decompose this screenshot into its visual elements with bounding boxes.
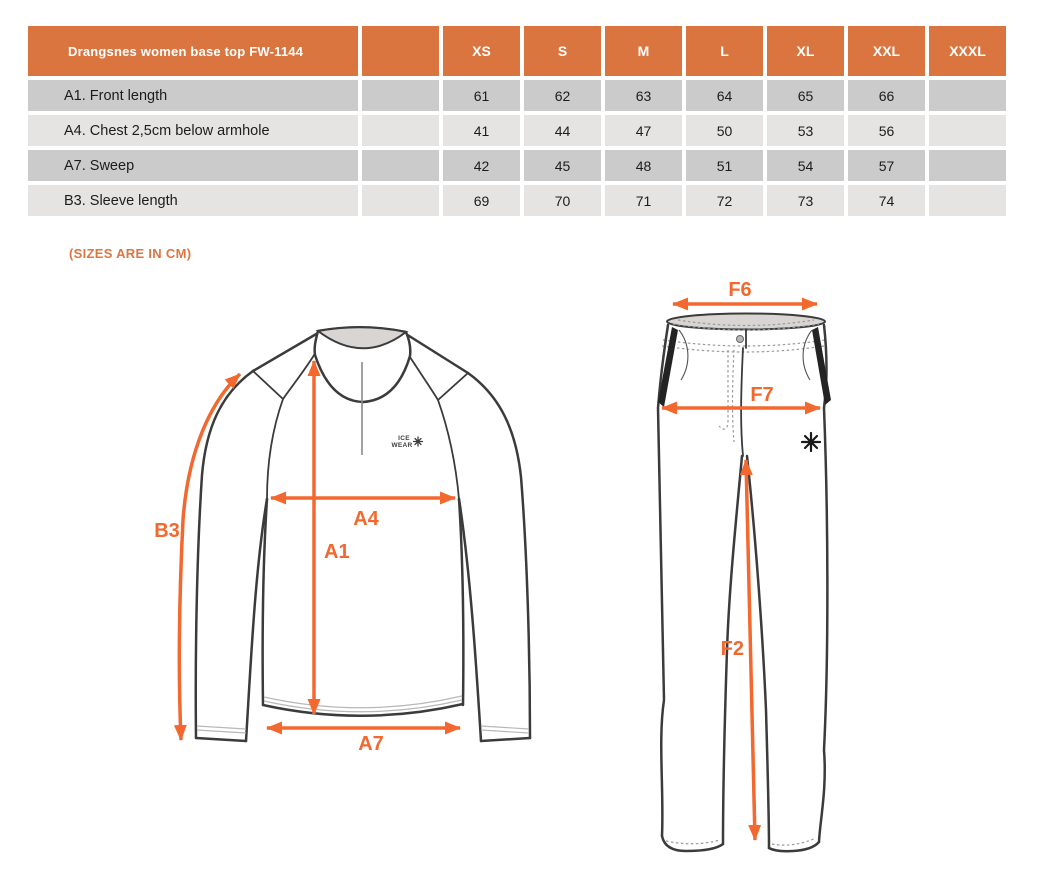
size-table [24, 22, 1010, 220]
a1-label: A1 [324, 541, 350, 563]
measurement-label: B3. Sleeve length [28, 185, 358, 216]
a4-label: A4 [353, 508, 379, 530]
logo-text-line1: ICE [398, 435, 410, 442]
size-value-cell: 42 [443, 150, 520, 181]
f2-label: F2 [720, 638, 744, 660]
size-value-cell: 72 [686, 185, 763, 216]
size-value-cell: 71 [605, 185, 682, 216]
size-value-cell: 51 [686, 150, 763, 181]
pants-silhouette [658, 325, 827, 851]
size-value-cell: 57 [848, 150, 925, 181]
size-value-cell: 70 [524, 185, 601, 216]
logo-snowflake-icon [414, 437, 423, 446]
size-table-body [28, 80, 1006, 216]
size-value-cell: 66 [848, 80, 925, 111]
waist-button [737, 336, 744, 343]
size-value-cell: 63 [605, 80, 682, 111]
size-value-cell: 48 [605, 150, 682, 181]
right-sleeve [459, 373, 530, 741]
spacer-cell [362, 150, 439, 181]
size-value-cell: 50 [686, 115, 763, 146]
logo-text-line2: WEAR [391, 442, 413, 449]
spacer-cell [362, 115, 439, 146]
table-row [28, 150, 1006, 181]
pants-snowflake-icon [802, 433, 820, 451]
base-top-drawing [154, 327, 530, 755]
size-column-header: XXL [848, 26, 925, 76]
table-row [28, 115, 1006, 146]
left-sleeve [196, 371, 267, 741]
spacer-cell [362, 185, 439, 216]
size-value-cell: 62 [524, 80, 601, 111]
size-value-cell: 64 [686, 80, 763, 111]
body-panel [263, 499, 464, 716]
a7-label: A7 [358, 733, 384, 755]
size-column-header: XL [767, 26, 844, 76]
sizes-note: (SIZES ARE IN CM) [69, 246, 192, 261]
size-column-header: XS [443, 26, 520, 76]
size-value-cell: 44 [524, 115, 601, 146]
icewear-logo [391, 435, 422, 449]
fly-and-seams [719, 329, 746, 456]
pants-drawing [658, 279, 831, 851]
size-value-cell [929, 80, 1006, 111]
collar [315, 327, 411, 455]
spacer-cell [362, 80, 439, 111]
b3-arrow [179, 374, 240, 740]
table-row [28, 185, 1006, 216]
size-value-cell [929, 185, 1006, 216]
size-value-cell: 53 [767, 115, 844, 146]
table-row [28, 80, 1006, 111]
f7-label: F7 [750, 384, 774, 406]
measurement-label: A7. Sweep [28, 150, 358, 181]
size-value-cell: 73 [767, 185, 844, 216]
measurement-label: A1. Front length [28, 80, 358, 111]
size-value-cell: 47 [605, 115, 682, 146]
size-value-cell: 45 [524, 150, 601, 181]
size-value-cell: 54 [767, 150, 844, 181]
size-table-header-row [28, 26, 1006, 76]
size-value-cell: 69 [443, 185, 520, 216]
size-value-cell: 41 [443, 115, 520, 146]
pants-measurement-arrows [662, 279, 820, 840]
garment-measurement-diagram [0, 270, 1040, 894]
size-value-cell [929, 115, 1006, 146]
size-column-header: M [605, 26, 682, 76]
size-column-header: S [524, 26, 601, 76]
spacer-column-header [362, 26, 439, 76]
size-value-cell [929, 150, 1006, 181]
size-value-cell: 61 [443, 80, 520, 111]
top-measurement-arrows [154, 361, 460, 755]
size-column-header: XXXL [929, 26, 1006, 76]
b3-label: B3 [154, 520, 180, 542]
table-title: Drangsnes women base top FW-1144 [28, 26, 358, 76]
f6-label: F6 [728, 279, 752, 301]
measurement-label: A4. Chest 2,5cm below armhole [28, 115, 358, 146]
size-value-cell: 56 [848, 115, 925, 146]
size-value-cell: 74 [848, 185, 925, 216]
size-value-cell: 65 [767, 80, 844, 111]
size-column-header: L [686, 26, 763, 76]
